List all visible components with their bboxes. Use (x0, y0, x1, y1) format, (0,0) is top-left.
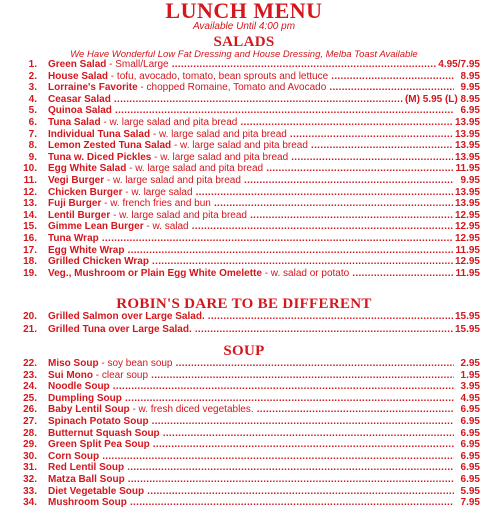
item-number: 30. (23, 450, 37, 462)
item-name: Sui Mono (48, 369, 93, 381)
menu-item (0, 462, 488, 474)
item-price: 13.95 (454, 186, 480, 198)
menu-item (0, 245, 488, 257)
item-name: House Salad (48, 70, 109, 82)
menu-item (0, 324, 488, 336)
item-line (48, 462, 454, 474)
item-description: - w. large salad and pita bread (100, 117, 238, 128)
menu-item (0, 94, 488, 106)
item-name: Baby Lentil Soup (48, 404, 130, 416)
item-price: 6.95 (460, 474, 480, 485)
item-description: - w. large salad (122, 186, 193, 198)
item-number: 6. (28, 117, 37, 128)
menu-item (0, 221, 488, 233)
item-name: Grilled Salmon over Large Salad. (48, 311, 205, 322)
item-number: 19. (23, 267, 37, 279)
item-name: Lemon Zested Tuna Salad (48, 140, 172, 152)
item-description: - w. salad or potato (261, 267, 350, 279)
menu-item (0, 381, 488, 393)
menu-item (0, 59, 488, 71)
menu-item (0, 451, 488, 463)
item-line (48, 187, 454, 199)
item-number: 13. (23, 198, 37, 210)
item-price: 15.95 (454, 323, 480, 335)
item-number: 14. (23, 209, 37, 221)
item-line (48, 140, 454, 152)
item-number: 3. (28, 82, 37, 94)
menu-item (0, 198, 488, 210)
item-number: 18. (23, 256, 37, 268)
item-number: 2. (28, 70, 37, 82)
menu-item (0, 393, 488, 405)
menu-item (0, 71, 488, 83)
item-description: - w. large salad and pita bread (104, 175, 241, 186)
item-number: 4. (28, 93, 37, 105)
item-name: Chicken Burger (48, 186, 123, 198)
item-price: 9.95 (460, 82, 480, 94)
item-price: 13.95 (454, 140, 480, 152)
item-name: Tuna Salad (48, 117, 101, 128)
item-price: 6.95 (460, 450, 480, 462)
item-price: 13.95 (454, 151, 480, 163)
item-price: 6.95 (460, 404, 480, 416)
item-line (48, 221, 454, 233)
item-price: 11.95 (455, 244, 480, 256)
item-price: 7.95 (460, 497, 480, 509)
item-price: 12.95 (454, 221, 480, 233)
soup-heading: SOUP (223, 343, 265, 359)
menu-item (0, 117, 488, 129)
item-number: 11. (23, 175, 37, 186)
menu-item (0, 187, 488, 199)
item-line (48, 175, 454, 187)
item-description: - w. large salad and pita bread (126, 163, 264, 175)
menu-item (0, 233, 488, 245)
menu-title: LUNCH MENU (165, 0, 323, 23)
item-price: 5.95 (460, 485, 480, 497)
item-price: 9.95 (460, 175, 480, 186)
item-line (48, 451, 454, 463)
item-number: 32. (23, 474, 37, 485)
item-price: 11.95 (455, 163, 480, 175)
item-description: - Small/Large (106, 59, 169, 70)
item-description: - w. large salad and pita bread (151, 151, 289, 163)
item-description: - chopped Romaine, Tomato and Avocado (137, 82, 327, 94)
item-line (48, 163, 454, 175)
item-line (48, 393, 454, 405)
item-name: Green Salad (48, 59, 107, 70)
item-description: - w. salad (143, 221, 189, 233)
item-name: Ceasar Salad (48, 93, 111, 105)
item-name: Individual Tuna Salad (48, 128, 151, 140)
item-number: 28. (23, 427, 37, 439)
item-line (48, 256, 454, 268)
menu-item (0, 152, 488, 164)
item-line (48, 59, 454, 71)
menu-item (0, 140, 488, 152)
item-description: - w. large salad and pita bread (150, 128, 287, 140)
item-line (48, 245, 454, 257)
menu-item (0, 256, 488, 268)
item-name: Matza Ball Soup (48, 474, 125, 485)
item-name: Quinoa Salad (48, 105, 112, 117)
item-number: 29. (23, 439, 37, 451)
item-name: Egg White Salad (48, 163, 127, 175)
item-line (48, 497, 454, 509)
item-name: Spinach Potato Soup (48, 416, 149, 427)
menu-item (0, 439, 488, 451)
item-number: 20. (23, 311, 37, 322)
menu-item (0, 428, 488, 440)
item-number: 24. (23, 381, 37, 393)
item-name: Miso Soup (48, 358, 99, 369)
item-line (48, 381, 454, 393)
dressing-note: We Have Wonderful Low Fat Dressing and House Dressing, Melba Toast Available (70, 49, 418, 60)
item-name: Butternut Squash Soup (48, 427, 160, 439)
menu-item (0, 105, 488, 117)
item-number: 15. (23, 221, 37, 233)
menu-item (0, 82, 488, 94)
item-number: 16. (23, 233, 37, 244)
item-number: 33. (23, 485, 37, 497)
item-price: 6.95 (460, 439, 480, 451)
item-number: 34. (23, 497, 37, 509)
item-description: - w. fresh diced vegetables. (129, 404, 254, 416)
item-price: 4.95 (460, 392, 480, 404)
item-name: Gimme Lean Burger (48, 221, 144, 233)
item-number: 7. (28, 128, 37, 140)
item-number: 22. (23, 358, 37, 369)
item-line (48, 117, 454, 129)
menu-item (0, 474, 488, 486)
item-number: 25. (23, 392, 37, 404)
item-number: 17. (23, 244, 37, 256)
menu-item (0, 497, 488, 509)
item-line (48, 268, 454, 280)
item-name: Diet Vegetable Soup (48, 485, 145, 497)
item-line (48, 198, 454, 210)
item-line (48, 428, 454, 440)
menu-item (0, 358, 488, 370)
item-price: 6.95 (460, 105, 480, 117)
item-line (48, 82, 454, 94)
item-name: Mushroom Soup (48, 497, 127, 509)
item-number: 23. (23, 369, 37, 381)
item-number: 1. (28, 59, 37, 70)
item-name: Dumpling Soup (48, 392, 122, 404)
item-line (48, 94, 454, 106)
item-line (48, 210, 454, 222)
menu-item (0, 129, 488, 141)
item-line (48, 416, 454, 428)
item-number: 10. (23, 163, 37, 175)
item-line (48, 486, 454, 498)
item-name: Tuna w. Diced Pickles (48, 151, 152, 163)
item-price: 15.95 (454, 311, 480, 322)
item-name: Tuna Wrap (48, 233, 99, 244)
item-number: 8. (28, 140, 37, 152)
item-line (48, 439, 454, 451)
item-line (48, 233, 454, 245)
menu-item (0, 404, 488, 416)
menu-item (0, 163, 488, 175)
item-price: 13.95 (454, 198, 480, 210)
item-name: Grilled Chicken Wrap (48, 256, 149, 268)
item-name: Grilled Tuna over Large Salad. (48, 323, 192, 335)
item-line (48, 358, 454, 370)
item-number: 5. (28, 105, 37, 117)
item-name: Egg White Wrap (48, 244, 125, 256)
item-line (48, 71, 454, 83)
item-number: 9. (28, 151, 37, 163)
item-price: 8.95 (460, 70, 480, 82)
item-line (48, 324, 454, 336)
item-description: - soy bean soup (98, 358, 173, 369)
item-price: 13.95 (454, 128, 480, 140)
item-number: 21. (23, 323, 37, 335)
item-price: (M) 5.95 (L) 8.95 (404, 93, 480, 105)
item-price: 6.95 (460, 462, 480, 474)
item-name: Green Split Pea Soup (48, 439, 150, 451)
item-price: 6.95 (460, 427, 480, 439)
item-price: 12.95 (454, 209, 480, 221)
menu-item (0, 370, 488, 382)
item-number: 27. (23, 416, 37, 427)
item-name: Red Lentil Soup (48, 462, 125, 474)
item-line (48, 105, 454, 117)
dare-heading: ROBIN'S DARE TO BE DIFFERENT (116, 296, 372, 312)
menu-item (0, 311, 488, 323)
menu-item (0, 268, 488, 280)
item-line (48, 404, 454, 416)
item-price: 12.95 (454, 256, 480, 268)
item-line (48, 129, 454, 141)
menu-item (0, 210, 488, 222)
item-description: - tofu, avocado, tomato, bean sprouts and lettuce (108, 70, 329, 82)
availability-note: Available Until 4:00 pm (192, 21, 296, 32)
item-line (48, 370, 454, 382)
item-line (48, 474, 454, 486)
item-number: 12. (23, 186, 37, 198)
item-line (48, 311, 454, 323)
item-price: 6.95 (460, 416, 480, 427)
item-description: - w. large salad and pita bread (110, 209, 247, 221)
item-name: Corn Soup (48, 450, 100, 462)
menu-item (0, 416, 488, 428)
item-price: 4.95/7.95 (438, 59, 480, 70)
item-price: 13.95 (454, 117, 480, 128)
item-price: 3.95 (460, 381, 480, 393)
menu-item (0, 486, 488, 498)
item-price: 12.95 (454, 233, 480, 244)
item-name: Lorraine's Favorite (48, 82, 138, 94)
item-name: Noodle Soup (48, 381, 110, 393)
item-line (48, 152, 454, 164)
item-number: 26. (23, 404, 37, 416)
item-name: Veg., Mushroom or Plain Egg White Omelette (48, 267, 262, 279)
item-name: Vegi Burger (48, 175, 105, 186)
item-description: - w. french fries and bun (101, 198, 211, 210)
item-price: 11.95 (455, 267, 480, 279)
item-description: - clear soup (93, 369, 149, 381)
item-description: - w. large salad and pita bread (171, 140, 308, 152)
menu-item (0, 175, 488, 187)
item-price: 2.95 (460, 358, 480, 369)
item-name: Fuji Burger (48, 198, 102, 210)
item-number: 31. (23, 462, 37, 474)
item-name: Lentil Burger (48, 209, 111, 221)
item-price: 1.95 (460, 369, 480, 381)
salads-heading: SALADS (213, 34, 275, 50)
